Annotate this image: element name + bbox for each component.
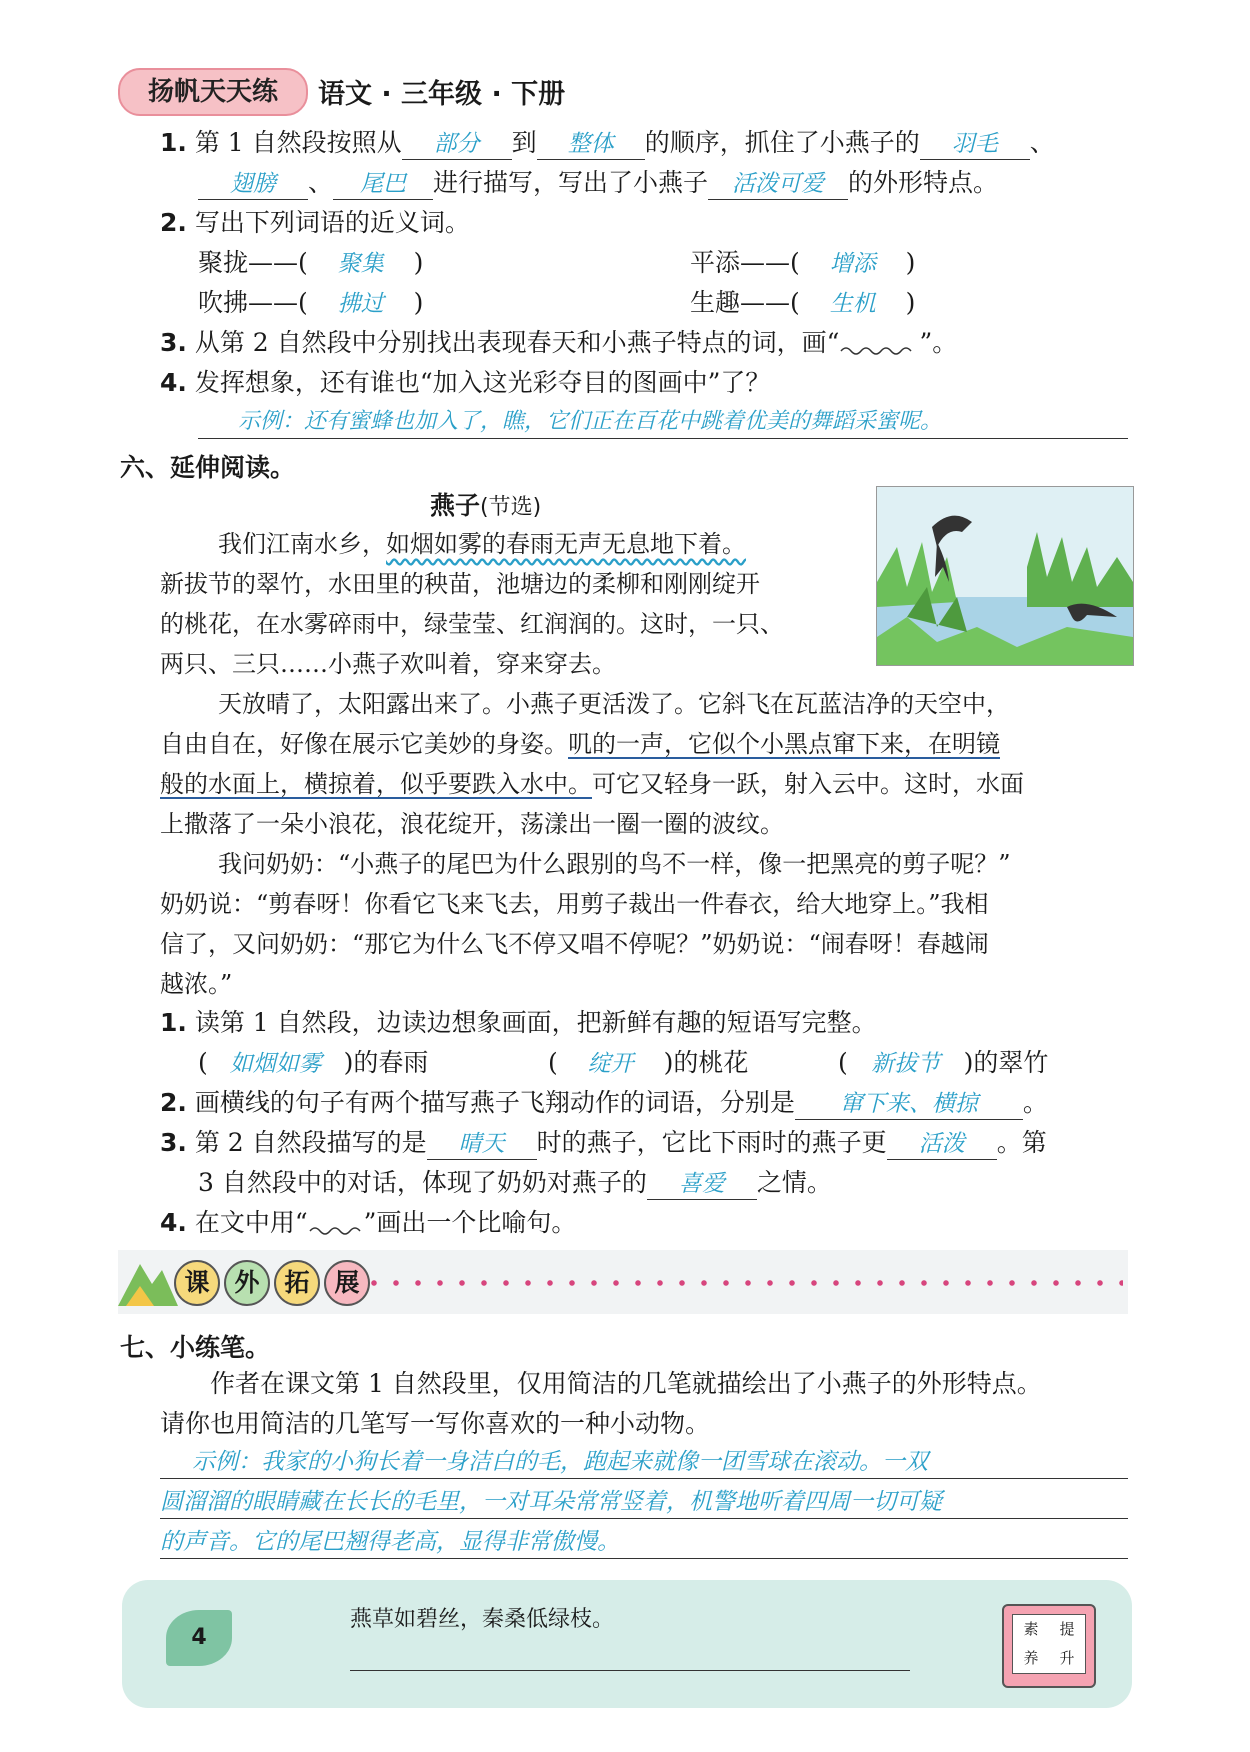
q5-3 [160, 326, 957, 360]
banner-char: 展 [324, 1260, 370, 1306]
answer-blank[interactable] [333, 168, 433, 200]
text: 写出下列词语的近义词。 [194, 208, 470, 237]
banner-char: 课 [174, 1260, 220, 1306]
footer-panel [122, 1580, 1132, 1708]
q6-3-line2 [198, 1166, 832, 1200]
q5-2 [160, 206, 470, 240]
p2-line2 [160, 724, 1000, 764]
paren: ) [413, 248, 424, 277]
answer: 活泼 [918, 1131, 965, 1157]
q-number: 2. [160, 1088, 187, 1117]
badge-char: 素 [1023, 1620, 1039, 1638]
book-icon [1002, 1604, 1096, 1688]
title-note: (节选) [480, 495, 542, 520]
q-number: 1. [160, 128, 187, 157]
text: 时的燕子，它比下雨时的燕子更 [536, 1128, 887, 1157]
answer: 整体 [567, 131, 614, 157]
q-number: 1. [160, 1008, 187, 1037]
answer-blank[interactable] [795, 1088, 1023, 1120]
extension-banner [118, 1250, 1128, 1314]
p2-line1: 天放晴了，太阳露出来了。小燕子更活泼了。它斜飞在瓦蓝洁净的天空中， [218, 690, 1010, 718]
answer-blank[interactable] [887, 1128, 997, 1160]
text: 可它又轻身一跃，射入云中。这时，水面 [592, 770, 1024, 798]
q6-2 [160, 1086, 1048, 1120]
answer: 新拔节 [871, 1051, 941, 1077]
q6-1-item3 [838, 1046, 1048, 1081]
text: 发挥想象，还有谁也“加入这光彩夺目的图画中”了？ [194, 368, 771, 397]
text: 之情。 [756, 1168, 832, 1197]
answer: 示例：还有蜜蜂也加入了，瞧，它们正在百花中跳着优美的舞蹈采蜜呢。 [238, 409, 943, 434]
answer-line[interactable] [198, 404, 1128, 439]
paren: ) [905, 248, 916, 277]
q5-1-line1 [160, 126, 1055, 160]
p7-line1: 作者在课文第 1 自然段里，仅用简洁的几笔就描绘出了小燕子的外形特点。 [210, 1369, 1042, 1398]
title-text: 燕子 [430, 491, 481, 520]
answer-line[interactable] [160, 1444, 1128, 1479]
banner-char: 拓 [274, 1260, 320, 1306]
p1-line4: 两只、三只……小燕子欢叫着，穿来穿去。 [160, 650, 616, 678]
synonym-2 [690, 246, 915, 281]
answer: 绽开 [587, 1051, 634, 1077]
answer: 如烟如雾 [229, 1051, 322, 1077]
page-number-leaf: 4 [166, 1610, 232, 1666]
underlined-text: 般的水面上，横掠着，似乎要跌入水中。 [160, 770, 592, 798]
q-number: 4. [160, 368, 187, 397]
q6-1 [160, 1006, 877, 1040]
q6-1-item2 [548, 1046, 748, 1081]
text: 画横线的句子有两个描写燕子飞翔动作的词语，分别是 [194, 1088, 795, 1117]
q5-1-line2 [198, 166, 998, 200]
series-badge: 扬帆天天练 [118, 68, 308, 116]
p3-line3: 信了，又问奶奶：“那它为什么飞不停又唱不停呢？”奶奶说：“闹春呀！春越闹 [160, 930, 989, 958]
q6-4 [160, 1206, 576, 1240]
answer-blank[interactable] [647, 1168, 757, 1200]
subject-title: 语文 · 三年级 · 下册 [318, 79, 566, 110]
paren: ) [413, 288, 424, 317]
answer: 窜下来、横掠 [839, 1091, 978, 1117]
swallow-illustration [876, 486, 1134, 666]
answer: 的声音。它的尾巴翘得老高，显得非常傲慢。 [160, 1529, 620, 1555]
wavy-text: 如烟如雾的春雨无声无息地下着。 [386, 530, 746, 558]
banner-char: 外 [224, 1260, 270, 1306]
answer-blank[interactable] [537, 128, 645, 160]
badge-char: 升 [1059, 1649, 1075, 1667]
section-heading-7: 七、小练笔。 [120, 1333, 271, 1362]
q6-1-item1 [198, 1046, 428, 1081]
text: )的春雨 [343, 1048, 429, 1077]
section-heading-6: 六、延伸阅读。 [120, 453, 296, 482]
text: 、 [1029, 128, 1055, 157]
answer-blank[interactable] [198, 168, 308, 200]
badge-char: 养 [1023, 1649, 1039, 1667]
text: 。 [1022, 1088, 1048, 1117]
answer: 部分 [433, 131, 480, 157]
answer: 圆溜溜的眼睛藏在长长的毛里，一对耳朵常常竖着，机警地听着四周一切可疑 [160, 1489, 942, 1515]
answer: 增添 [829, 251, 876, 277]
text: 、 [308, 168, 334, 197]
text: )的翠竹 [963, 1048, 1049, 1077]
footer-write-line[interactable] [350, 1670, 910, 1671]
wavy-mark [308, 1212, 364, 1232]
p2-line3 [160, 764, 1024, 804]
p1-line2: 新拔节的翠竹，水田里的秧苗，池塘边的柔柳和刚刚绽开 [160, 570, 760, 598]
p7-line2: 请你也用简洁的几笔写一写你喜欢的一种小动物。 [160, 1409, 711, 1438]
p3-line4: 越浓。” [160, 970, 233, 998]
answer: 翅膀 [230, 171, 276, 197]
mountain-icon [118, 1256, 178, 1310]
text: ”画出一个比喻句。 [363, 1208, 577, 1237]
p3-line2: 奶奶说：“剪春呀！你看它飞来飞去，用剪子裁出一件春衣，给大地穿上。”我相 [160, 890, 989, 918]
word: 吹拂——( [198, 288, 308, 317]
q5-4 [160, 366, 770, 400]
answer-blank[interactable] [402, 128, 512, 160]
synonym-3 [198, 286, 423, 321]
dotted-divider [363, 1280, 1123, 1286]
q6-3-line1 [160, 1126, 1047, 1160]
text: 。第 [996, 1128, 1047, 1157]
synonym-4 [690, 286, 915, 321]
article-title [430, 486, 541, 522]
text: 从第 2 自然段中分别找出表现春天和小燕子特点的词，画“ [194, 328, 840, 357]
word: 生趣——( [690, 288, 800, 317]
synonym-1 [198, 246, 423, 281]
text: 的外形特点。 [848, 168, 999, 197]
answer: 喜爱 [678, 1171, 725, 1197]
word: 平添——( [690, 248, 800, 277]
wavy-mark [839, 332, 919, 352]
text: 进行描写，写出了小燕子 [433, 168, 709, 197]
answer-line[interactable] [160, 1524, 1128, 1559]
q-number: 3. [160, 1128, 187, 1157]
p2-line4: 上撒落了一朵小浪花，浪花绽开，荡漾出一圈一圈的波纹。 [160, 810, 784, 838]
answer: 活泼可爱 [732, 171, 825, 197]
answer: 羽毛 [951, 131, 998, 157]
badge-char: 提 [1059, 1620, 1075, 1638]
text: ”。 [919, 328, 958, 357]
paren: ) [905, 288, 916, 317]
answer: 生机 [829, 291, 876, 317]
text: 第 1 自然段按照从 [194, 128, 402, 157]
p1-line1 [218, 524, 746, 564]
text: )的桃花 [663, 1048, 749, 1077]
text: 读第 1 自然段，边读边想象画面，把新鲜有趣的短语写完整。 [194, 1008, 877, 1037]
text: 我们江南水乡， [218, 530, 386, 558]
answer-blank[interactable] [427, 1128, 537, 1160]
text: 3 自然段中的对话，体现了奶奶对燕子的 [198, 1168, 647, 1197]
paren: ( [838, 1048, 848, 1077]
text: 在文中用“ [194, 1208, 308, 1237]
answer-blank[interactable] [920, 128, 1030, 160]
answer: 示例：我家的小狗长着一身洁白的毛，跑起来就像一团雪球在滚动。一双 [192, 1449, 928, 1475]
answer: 晴天 [458, 1131, 505, 1157]
answer-line[interactable] [160, 1484, 1128, 1519]
answer: 尾巴 [360, 171, 407, 197]
text: 自由自在，好像在展示它美妙的身姿。 [160, 730, 568, 758]
q-number: 4. [160, 1208, 187, 1237]
text: 的顺序，抓住了小燕子的 [644, 128, 920, 157]
footer-poem: 燕草如碧丝，秦桑低绿枝。 [350, 1607, 615, 1632]
text: 第 2 自然段描写的是 [194, 1128, 427, 1157]
q-number: 3. [160, 328, 187, 357]
q-number: 2. [160, 208, 187, 237]
answer: 聚集 [337, 251, 384, 277]
answer-blank[interactable] [708, 168, 848, 200]
text: 到 [511, 128, 537, 157]
p1-line3: 的桃花，在水雾碎雨中，绿莹莹、红润润的。这时，一只、 [160, 610, 784, 638]
underlined-text: 叽的一声，它似个小黑点窜下来，在明镜 [568, 730, 1000, 758]
word: 聚拢——( [198, 248, 308, 277]
answer: 拂过 [337, 291, 384, 317]
paren: ( [548, 1048, 558, 1077]
p3-line1: 我问奶奶：“小燕子的尾巴为什么跟别的鸟不一样，像一把黑亮的剪子呢？” [218, 850, 1011, 878]
paren: ( [198, 1048, 208, 1077]
